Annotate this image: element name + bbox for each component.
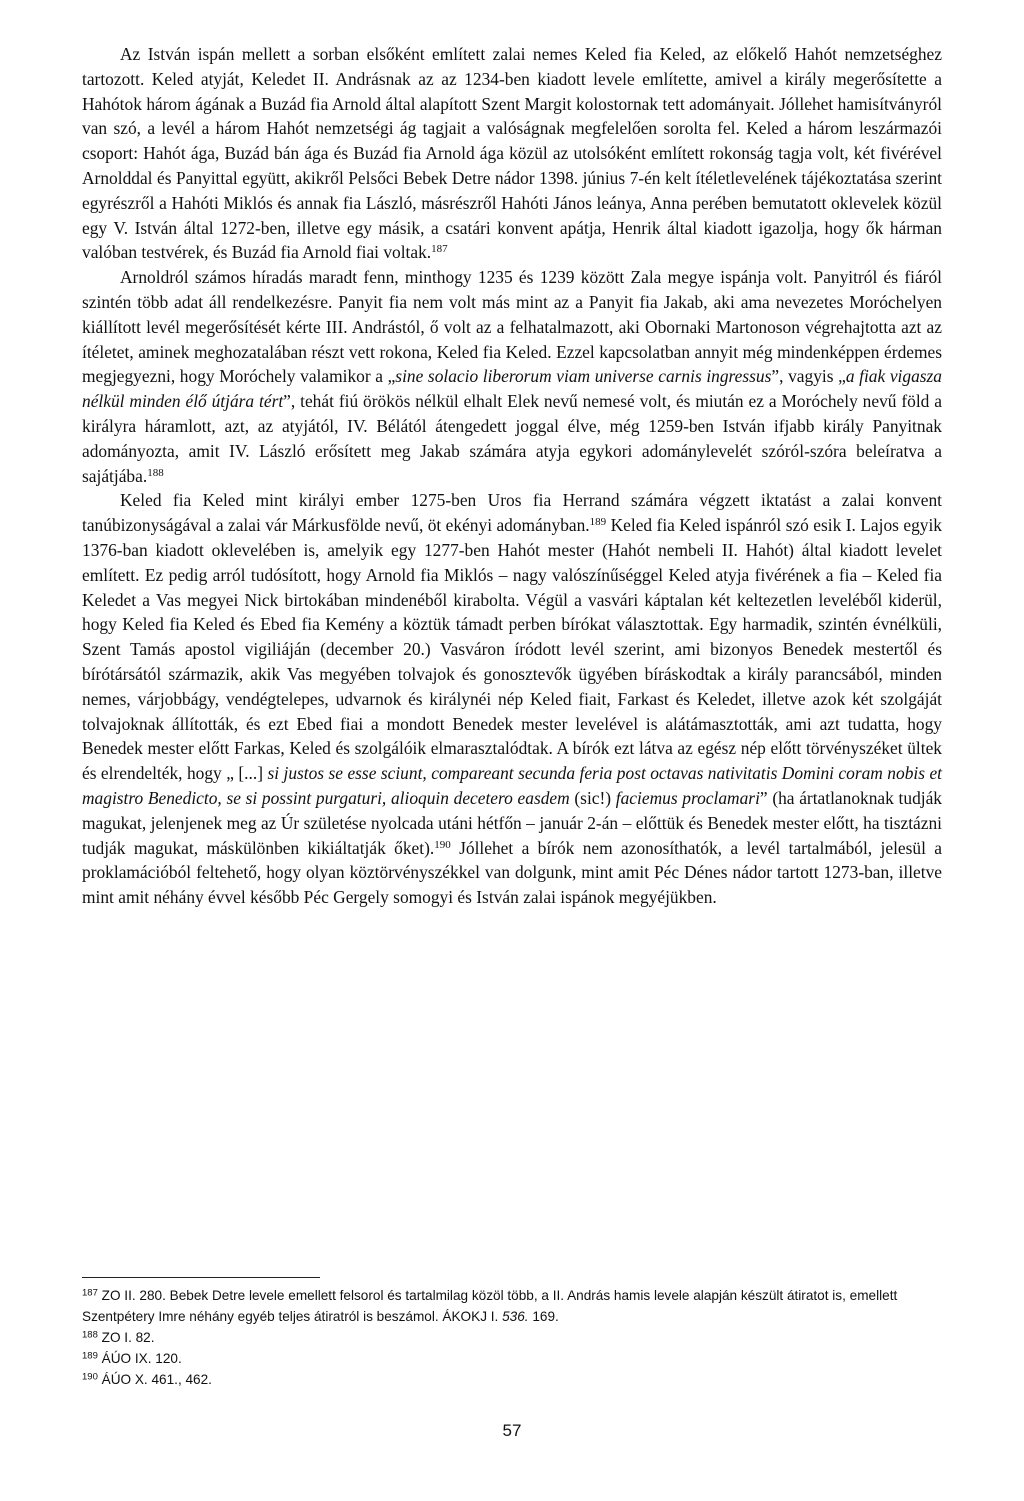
- text-segment: (sic!): [569, 787, 616, 808]
- paragraph-1: [82, 42, 942, 265]
- footnote-190: [82, 1369, 942, 1390]
- text-segment: Keled fia Keled mint királyi ember 1275-ben Uros fia Herrand számára végzett iktatást a zalai konvent tanúbizonyságával a zalai vár Márkusfölde nevű, öt ekényi adományban.: [82, 490, 942, 536]
- body-text: [82, 42, 942, 910]
- paragraph-3: [82, 488, 942, 910]
- footnote-number: 188: [82, 1329, 98, 1341]
- footnote-number: 187: [82, 1287, 98, 1299]
- footnote-separator: [82, 1277, 320, 1278]
- translation-quote: a fiak vigasza nélkül minden élő útjára tért: [82, 366, 942, 412]
- footnote-ref-188[interactable]: 188: [147, 466, 164, 479]
- footnote-text: 169.: [528, 1309, 559, 1324]
- footnotes: [82, 1285, 942, 1390]
- footnote-text: ZO I. 82.: [97, 1330, 155, 1345]
- text-segment: Arnoldról számos híradás maradt fenn, minthogy 1235 és 1239 között Zala megye ispánja volt. Panyitról és fiáról szintén több adat áll rendelkezésre. Panyit fia nem volt más mint az a Panyit fia Jakab, aki ama nevezetes Moróchelyen kiállított levél megerősítését kérte III. Andrástól, ő volt az a felhatalmazott, aki Obornaki Martonoson végrehajtotta azt az ítéletet, aminek meghozatalában részt vett rokona, Keled fia Keled. Ezzel kapcsolatban annyit még mindenképpen érdemes megjegyezni, hogy Moróchely valamikor a „: [82, 267, 942, 387]
- latin-quote: si justos se esse sciunt, compareant secunda feria post octavas nativitatis Domini coram nobis et magistro Benedicto, se si possint purgaturi, alioquin decetero easdem: [82, 763, 942, 808]
- text-segment: Az István ispán mellett a sorban elsőként említett zalai nemes Keled fia Keled, az előkelő Hahót nemzetséghez tartozott. Keled atyját, Keledet II. Andrásnak az az 1234-ben kiadott levele említette, amivel a király megerősítette a Hahótok három ágának a Buzád fia Arnold által alapított Szent Margit kolostornak tett adományait. Jóllehet hamisítványról van szó, a levél a három Hahót nemzetségi ág tagjait a valóságnak megfelelően sorolta fel. Keled a három leszármazói csoport: Hahót ága, Buzád bán ága és Buzád fia Arnold ága közül az utolsóként említett rokonság tagja volt, két fivérével Arnolddal és Panyittal együtt, akikről Pelsőci Bebek Detre nádor 1398. június 7-én kelt ítéletlevelének tájékoztatása szerint egyrészről a Hahóti Miklós és annak fia László, másrészről Hahóti János leánya, Anna perében bemutatott oklevelek közül egy V. István által 1272-ben, illetve egy másik, a csatári konvent apátja, Henrik által kiadott igazolja, hogy ők hárman valóban testvérek, és Buzád fia Arnold fiai voltak.: [82, 44, 942, 263]
- footnote-ref-189[interactable]: 189: [589, 516, 607, 529]
- page-number: 57: [502, 1421, 522, 1440]
- footnote-text: ÁÚO IX. 120.: [97, 1351, 182, 1366]
- latin-quote: sine solacio liberorum viam universe carnis ingressus: [395, 366, 772, 387]
- footnote-ref-187[interactable]: 187: [431, 243, 448, 256]
- paragraph-2: [82, 265, 942, 488]
- text-segment: ”, vagyis „: [771, 366, 846, 387]
- text-segment: Jóllehet a bírók nem azonosíthatók, a levél tartalmából, jelesül a proklamációból feltehető, hogy olyan köztörvényszékkel van dolgunk, mint amit Péc Dénes nádor tartott 1273-ban, illetve mint amit néhány évvel később Péc Gergely somogyi és István zalai ispánok megyéjükben.: [82, 837, 943, 908]
- footnote-189: [82, 1348, 942, 1369]
- latin-quote: faciemus proclamari: [615, 787, 760, 808]
- footnote-number: 189: [82, 1350, 98, 1362]
- footnote-188: [82, 1327, 942, 1348]
- footnote-text: ÁÚO X. 461., 462.: [97, 1372, 212, 1387]
- text-segment: Keled fia Keled ispánról szó esik I. Lajos egyik 1376-ban kiadott oklevelében is, amelyik egy 1277-ben Hahót mester (Hahót nembeli II. Hahót) által kiadott levelet említett. Ez pedig arról tudósított, hogy Arnold fia Miklós – nagy valószínűséggel Keled atyja fivérének a fia – Keled fia Keledet a Vas megyei Nick birtokában mindenéből kirabolta. Végül a vasvári káptalan két keltezetlen leveléből kiderül, hogy Keled fia Keled és Ebed fia Kemény a köztük támadt perben bírókat választottak. Egy harmadik, szintén évnélküli, Szent Tamás apostol vigiliáján (december 20.) Vasváron íródott levél szerint, ami bizonyos Benedek mestertől és bírótársától származik, akik Vas megyében tolvajok és gonosztevők ügyében bíráskodtak a király parancsából, minden nemes, várjobbágy, vendégtelepes, udvarnok és királynéi nép Keled fiait, Farkast és Keledet, illetve azok két szolgáját tolvajoknak állították, és ezt Ebed fiai a mondott Benedek mester levelével is alátámasztották, ami azt tudatta, hogy Benedek mester előtt Farkas, Keled és szolgálóik elmarasztalódtak. A bírók ezt látva az egész nép előtt törvényszéket ültek és elrendelték, hogy „ [...]: [82, 515, 942, 784]
- footnote-text: ZO II. 280. Bebek Detre levele emellett felsorol és tartalmilag közöl több, a II. András hamis levele alapján készült átiratot is, emellett Szentpétery Imre néhány egyéb teljes átiratról is beszámol. ÁKOKJ I.: [82, 1288, 898, 1324]
- text-segment: ”, tehát fiú örökös nélkül elhalt Elek nevű nemesé volt, és miután ez a Moróchely nevű föld a királyra háramlott, azt, az atyjától, IV. Bélától átengedett joggal élve, még 1259-ben István ifjabb király Panyitnak adományozta, amit IV. László erősített meg Jakab számára atyja egykori adománylevelét szóról-szóra beleíratva a sajátjába.: [82, 391, 942, 486]
- footnote-187: [82, 1285, 942, 1327]
- footnote-number: 190: [82, 1371, 98, 1383]
- footnote-ref-190[interactable]: 190: [434, 838, 451, 851]
- footnote-italic: 536.: [502, 1309, 529, 1324]
- text-segment: ” (ha ártatlanoknak tudják magukat, jelenjenek meg az Úr születése nyolcada utáni hétfőn – január 2-án – előttük és Benedek mester előtt, ha tisztázni tudják magukat, máskülönben kikiáltatják őket).: [82, 787, 943, 858]
